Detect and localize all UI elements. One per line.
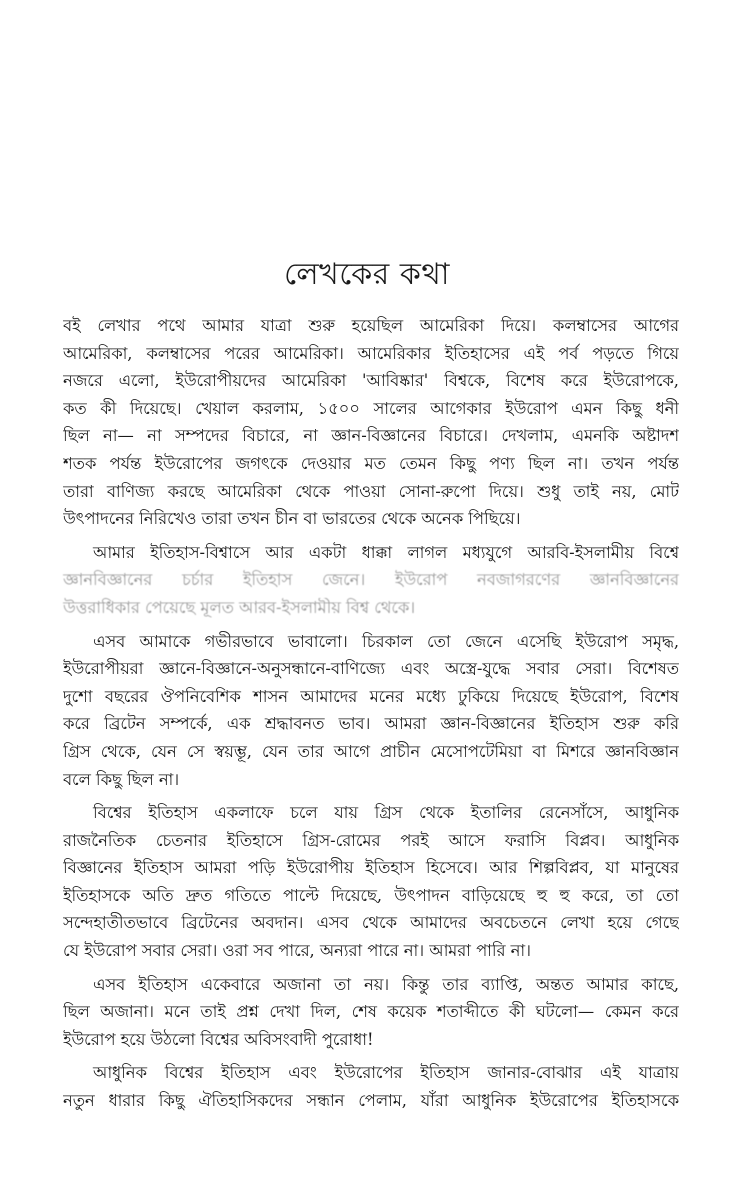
text-line: জ্ঞানবিজ্ঞানের চর্চার ইতিহাস জেনে। ইউরোপ নবজাগরণের জ্ঞানবিজ্ঞানের xyxy=(63,570,679,590)
text-line: করে ব্রিটেন সম্পর্কে, এক শ্রদ্ধাবনত ভাব। আমরা জ্ঞান-বিজ্ঞানের ইতিহাস শুরু করি xyxy=(63,714,679,734)
text-line: ইউরোপ হয়ে উঠলো বিশ্বের অবিসংবাদী পুরোধা! xyxy=(63,1029,374,1049)
paragraph xyxy=(63,1059,679,1114)
body-text xyxy=(63,312,679,1115)
text-line: আধুনিক বিশ্বের ইতিহাস এবং ইউরোপের ইতিহাস জানার-বোঝার এই যাত্রায় xyxy=(93,1063,679,1083)
paragraph xyxy=(63,539,679,622)
text-line: উত্তরাধিকার পেয়েছে মূলত আরব-ইসলামীয় বিশ্ব থেকে। xyxy=(63,597,416,617)
text-line: এসব আমাকে গভীরভাবে ভাবালো। চিরকাল তো জেনে এসেছি ইউরোপ সমৃদ্ধ, xyxy=(93,631,679,651)
text-line: নতুন ধারার কিছু ঐতিহাসিকদের সন্ধান পেলাম, যাঁরা আধুনিক ইউরোপের ইতিহাসকে xyxy=(63,1091,679,1111)
text-line: তারা বাণিজ্য করছে আমেরিকা থেকে পাওয়া সোনা-রুপো দিয়ে। শুধু তাই নয়, মোট xyxy=(63,481,679,501)
text-line: বলে কিছু ছিল না। xyxy=(63,769,180,789)
text-line: শতক পর্যন্ত ইউরোপের জগৎকে দেওয়ার মত তেমন কিছু পণ্য ছিল না। তখন পর্যন্ত xyxy=(63,453,679,473)
text-line: নজরে এলো, ইউরোপীয়দের আমেরিকা 'আবিষ্কার' বিশ্বকে, বিশেষ করে ইউরোপকে, xyxy=(63,371,679,391)
text-line: বিজ্ঞানের ইতিহাস আমরা পড়ি ইউরোপীয় ইতিহাস হিসেবে। আর শিল্পবিপ্লব, যা মানুষের xyxy=(63,858,679,878)
text-line: বিশ্বের ইতিহাস একলাফে চলে যায় গ্রিস থেকে ইতালির রেনেসাঁসে, আধুনিক xyxy=(93,803,679,823)
text-line: সন্দেহাতীতভাবে ব্রিটেনের অবদান। এসব থেকে আমাদের অবচেতনে লেখা হয়ে গেছে xyxy=(63,913,679,933)
text-line: ছিল না— না সম্পদের বিচারে, না জ্ঞান-বিজ্ঞানের বিচারে। দেখলাম, এমনকি অষ্টাদশ xyxy=(63,426,679,446)
text-line: ইউরোপীয়রা জ্ঞানে-বিজ্ঞানে-অনুসন্ধানে-বাণিজ্যে এবং অস্ত্রে-যুদ্ধে সবার সেরা। বিশেষত xyxy=(63,659,679,679)
text-line: দুশো বছরের ঔপনিবেশিক শাসন আমাদের মনের মধ্যে ঢুকিয়ে দিয়েছে ইউরোপ, বিশেষ xyxy=(63,686,679,706)
text-line: আমার ইতিহাস-বিশ্বাসে আর একটা ধাক্কা লাগল মধ্যযুগে আরবি-ইসলামীয় বিশ্বে xyxy=(93,542,679,562)
paragraph xyxy=(63,799,679,965)
paragraph xyxy=(63,971,679,1054)
page-title: লেখকের কথা xyxy=(284,257,450,292)
text-line: গ্রিস থেকে, যেন সে স্বয়ম্ভূ, যেন তার আগে প্রাচীন মেসোপটেমিয়া বা মিশরে জ্ঞানবিজ্ঞান xyxy=(63,741,679,761)
text-line: রাজনৈতিক চেতনার ইতিহাসে গ্রিস-রোমের পরই আসে ফরাসি বিপ্লব। আধুনিক xyxy=(63,830,679,850)
text-line: আমেরিকা, কলম্বাসের পরের আমেরিকা। আমেরিকার ইতিহাসের এই পর্ব পড়তে গিয়ে xyxy=(63,343,679,363)
text-line: উৎপাদনের নিরিখেও তারা তখন চীন বা ভারতের থেকে অনেক পিছিয়ে। xyxy=(63,509,521,529)
text-line: যে ইউরোপ সবার সেরা। ওরা সব পারে, অন্যরা পারে না। আমরা পারি না। xyxy=(63,941,531,961)
paragraph xyxy=(63,628,679,794)
text-line: কত কী দিয়েছে। খেয়াল করলাম, ১৫০০ সালের আগেকার ইউরোপ এমন কিছু ধনী xyxy=(63,398,679,418)
text-line: ছিল অজানা। মনে তাই প্রশ্ন দেখা দিল, শেষ কয়েক শতাব্দীতে কী ঘটলো— কেমন করে xyxy=(63,1002,679,1022)
text-line: ইতিহাসকে অতি দ্রুত গতিতে পাল্টে দিয়েছে, উৎপাদন বাড়িয়েছে হু হু করে, তা তো xyxy=(63,885,679,905)
text-line: বই লেখার পথে আমার যাত্রা শুরু হয়েছিল আমেরিকা দিয়ে। কলম্বাসের আগের xyxy=(63,316,679,335)
text-line: এসব ইতিহাস একেবারে অজানা তা নয়। কিন্তু তার ব্যাপ্তি, অন্তত আমার কাছে, xyxy=(93,974,679,994)
paragraph xyxy=(63,312,679,533)
